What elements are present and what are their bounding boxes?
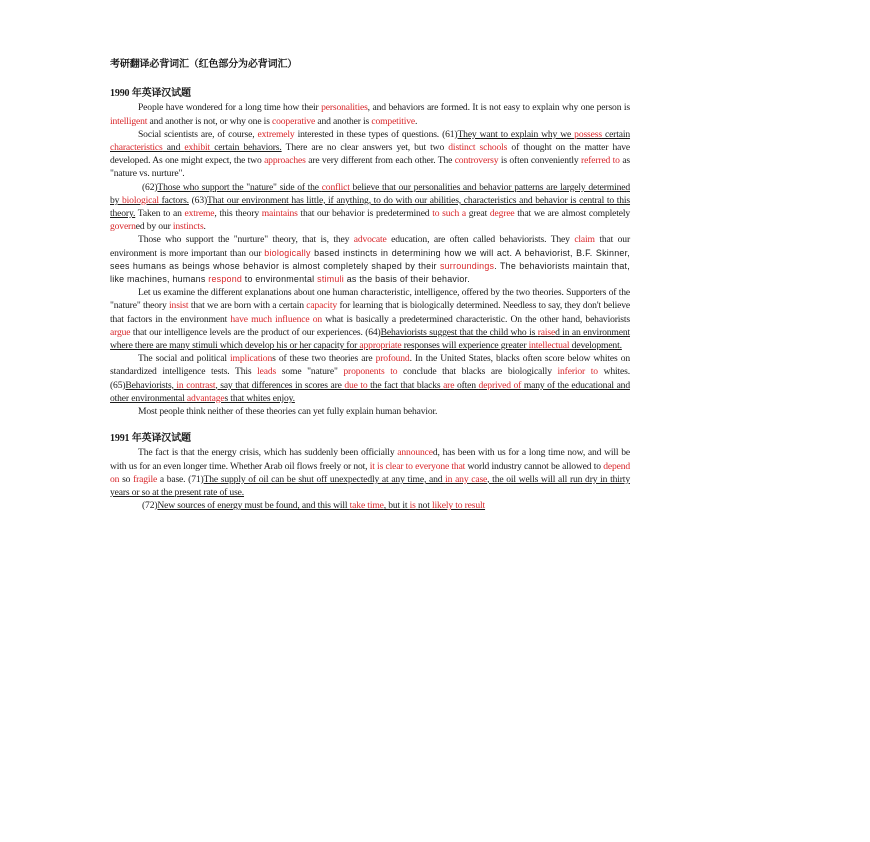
paragraph-1991-2: (72)New sources of energy must be found, and this will take time, but it is not likely to result — [142, 500, 486, 512]
paragraph-1990-2: Social scientists are, of course, extremely interested in these types of questions. (61)They want to explain why we possess certain characteristics and exhibit certain behaviors. There are no clear answers yet, but two distinct schools of thought on the matter have developed. As one might expect, the two approaches are very different from each other. The controversy is often conveniently referred to as "nature vs. nurture". — [110, 128, 631, 180]
document-page — [110, 58, 630, 513]
paragraph-1991-1: The fact is that the energy crisis, which has suddenly been officially announced, has been with us for a long time now, and will be with us for an even longer time. Whether Arab oil flows freely or not, it is clear to everyone that world industry cannot be allowed to depend on so fragile a base. (71)The supply of oil can be shut off unexpectedly at any time, and in any case, the oil wells will all run dry in thirty years or so at the present rate of use. — [110, 447, 631, 499]
paragraph-1990-6: The social and political implications of these two theories are profound. In the United States, blacks often score below whites on standardized intelligence tests. This leads some "nature" proponents to conclude that blacks are biologically inferior to whites. (65)Behaviorists, in contrast, say that differences in scores are due to the fact that blacks are often deprived of many of the educational and other environmental advantages that whites enjoy. — [110, 353, 630, 404]
translation-sentence-71: The supply of oil can be shut off unexpectedly at any time, and in any case, the oil wells will all run dry in thirty years or so at the present rate of use. — [110, 473, 630, 499]
document-title: 考研翻译必背词汇（红色部分为必背词汇） — [110, 59, 298, 70]
translation-sentence-64: Behaviorists suggest that the child who is raised in an environment where there are many stimuli which develop his or her capacity for appropriate responses will experience greater intellectual development. — [110, 326, 630, 352]
paragraph-1990-7: Most people think neither of these theories can yet fully explain human behavior. — [138, 406, 438, 418]
exam-1991-heading: 1991 年英译汉试题 — [110, 433, 191, 445]
paragraph-1990-4: Those who support the "nurture" theory, that is, they advocate education, are often called behaviorists. They claim that our environment is more important than our biologically based instincts in determining how we will act. A behaviorist, B.F. Skinner, sees humans as beings whose behavior is almost completely shaped by their surroundings. The behaviorists maintain that, like machines, humans respond to environmental stimuli as the basis of their behavior. — [110, 234, 631, 285]
exam-1990-heading: 1990 年英译汉试题 — [110, 88, 191, 100]
translation-sentence-72: New sources of energy must be found, and this will take time, but it is not likely to result — [157, 500, 486, 512]
paragraph-1990-5: Let us examine the different explanations about one human characteristic, intelligence, offered by the two theories. Supporters of the "nature" theory insist that we are born with a certain capacity for learning that is biologically determined. Needless to say, they don't believe that factors in the environment have much influence on what is basically a predetermined characteristic. On the other hand, behaviorists argue that our intelligence levels are the product of our experiences. (64)Behaviorists suggest that the child who is raised in an environment where there are many stimuli which develop his or her capacity for appropriate responses will experience greater intellectual development. — [110, 287, 630, 352]
paragraph-1990-3: (62)Those who support the "nature" side of the conflict believe that our personalities and behavior patterns are largely determined by biological factors. (63)That our environment has little, if anything, to do with our abilities, characteristics and behavior is central to this theory. Taken to an extreme, this theory maintains that our behavior is predetermined to such a great degree that we are almost completely governed by our instincts. — [110, 181, 631, 233]
translation-sentence-65: Behaviorists, in contrast, say that differences in scores are due to the fact that blacks are often deprived of many of the educational and other environmental advantages that whites enjoy. — [110, 379, 630, 404]
translation-sentence-61: They want to explain why we possess certain characteristics and exhibit certain behaviors. — [110, 128, 631, 154]
paragraph-1990-1: People have wondered for a long time how their personalities, and behaviors are formed. It is not easy to explain why one person is intelligent and another is not, or why one is cooperative and another is competitive. — [110, 102, 631, 127]
translation-sentence-63: That our environment has little, if anything, to do with our abilities, characteristics and behavior is central to this theory. — [110, 194, 631, 220]
translation-sentence-62: Those who support the "nature" side of the conflict believe that our personalities and behavior patterns are largely determined by biological factors. — [110, 181, 630, 206]
